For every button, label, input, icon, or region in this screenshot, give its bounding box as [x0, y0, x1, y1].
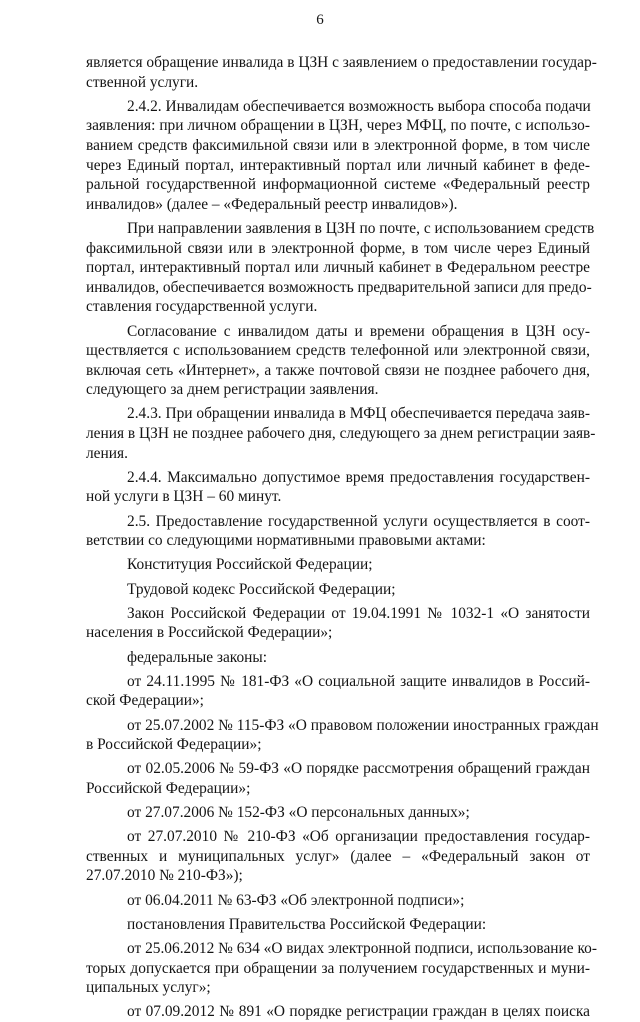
- text-line: 2.4.3. При обращении инвалида в МФЦ обеспечивается передача заяв-: [127, 405, 590, 423]
- text-line: ществляется с использованием средств телефонной или электронной связи,: [86, 342, 590, 360]
- text-line: ления в ЦЗН не позднее рабочего дня, следующего за днем регистрации заяв-: [86, 425, 596, 443]
- text-line: ставления государственной услуги.: [86, 298, 318, 316]
- text-line: портал, интерактивный портал или личный кабинет в Федеральном реестре: [86, 259, 590, 277]
- text-line: постановления Правительства Российской Федерации:: [127, 915, 487, 933]
- text-line: заявления: при личном обращении в ЦЗН, через МФЦ, по почте, с использо-: [86, 117, 590, 135]
- text-line: факсимильной связи или в электронной форме, в том числе через Единый: [86, 239, 590, 257]
- text-line: ления.: [86, 444, 128, 462]
- text-line: от 25.07.2002 № 115-ФЗ «О правовом положении иностранных граждан: [127, 716, 599, 734]
- text-line: Конституция Российской Федерации;: [127, 556, 373, 574]
- text-line: При направлении заявления в ЦЗН по почте, с использованием средств: [127, 219, 595, 237]
- text-line: 2.5. Предоставление государственной услуги осуществляется в соот-: [127, 512, 590, 530]
- text-line: от 24.11.1995 № 181-ФЗ «О социальной защите инвалидов в Россий-: [127, 672, 590, 690]
- text-line: ной услуги в ЦЗН – 60 минут.: [86, 488, 282, 506]
- text-line: ванием средств факсимильной связи или в электронной форме, в том числе: [86, 136, 590, 154]
- text-line: 2.4.2. Инвалидам обеспечивается возможность выбора способа подачи: [127, 97, 591, 115]
- text-line: населения в Российской Федерации»;: [86, 624, 333, 642]
- text-line: 27.07.2010 № 210-ФЗ»);: [86, 867, 243, 885]
- text-line: 2.4.4. Максимально допустимое время предоставления государствен-: [127, 468, 590, 486]
- text-line: в Российской Федерации»;: [86, 736, 262, 754]
- text-line: от 27.07.2010 № 210-ФЗ «Об организации предоставления государ-: [127, 828, 590, 846]
- text-line: от 25.06.2012 № 634 «О видах электронной подписи, использование ко-: [127, 940, 597, 958]
- text-line: Согласование с инвалидом даты и времени обращения в ЦЗН осу-: [127, 322, 590, 340]
- text-line: через Единый портал, интерактивный портал или личный кабинет в феде-: [86, 156, 590, 174]
- text-line: является обращение инвалида в ЦЗН с заявлением о предоставлении государ-: [86, 54, 597, 71]
- text-line: следующего за днем регистрации заявления.: [86, 381, 379, 399]
- text-line: инвалидов, обеспечивается возможность предварительной записи для предо-: [86, 278, 592, 296]
- text-line: от 27.07.2006 № 152-ФЗ «О персональных данных»;: [127, 804, 470, 822]
- text-line: от 06.04.2011 № 63-ФЗ «Об электронной подписи»;: [127, 891, 465, 909]
- text-line: ственных и муниципальных услуг» (далее – «Федеральный закон от: [86, 847, 590, 865]
- text-line: включая сеть «Интернет», а также почтовой связи не позднее рабочего дня,: [86, 361, 590, 379]
- text-line: ской Федерации»;: [86, 692, 204, 710]
- text-line: федеральные законы:: [127, 648, 268, 666]
- document-body: [86, 53, 599, 1022]
- text-line: торых допускается при обращении за получением государственных и муни-: [86, 959, 590, 977]
- text-line: ственной услуги.: [86, 73, 199, 91]
- text-line: инвалидов» (далее – «Федеральный реестр инвалидов»).: [86, 195, 458, 213]
- text-line: от 07.09.2012 № 891 «О порядке регистрации граждан в целях поиска: [127, 1003, 590, 1021]
- page-number: 6: [316, 12, 324, 28]
- text-line: Трудовой кодекс Российской Федерации;: [127, 580, 396, 598]
- text-line: Российской Федерации»;: [86, 779, 251, 797]
- text-line: ральной государственной информационной системе «Федеральный реестр: [86, 176, 590, 194]
- text-line: ветствии со следующими нормативными правовыми актами:: [86, 532, 486, 550]
- text-line: от 02.05.2006 № 59-ФЗ «О порядке рассмотрения обращений граждан: [127, 760, 590, 778]
- text-line: ципальных услуг»;: [86, 979, 211, 997]
- text-line: Закон Российской Федерации от 19.04.1991 № 1032-1 «О занятости: [127, 604, 590, 622]
